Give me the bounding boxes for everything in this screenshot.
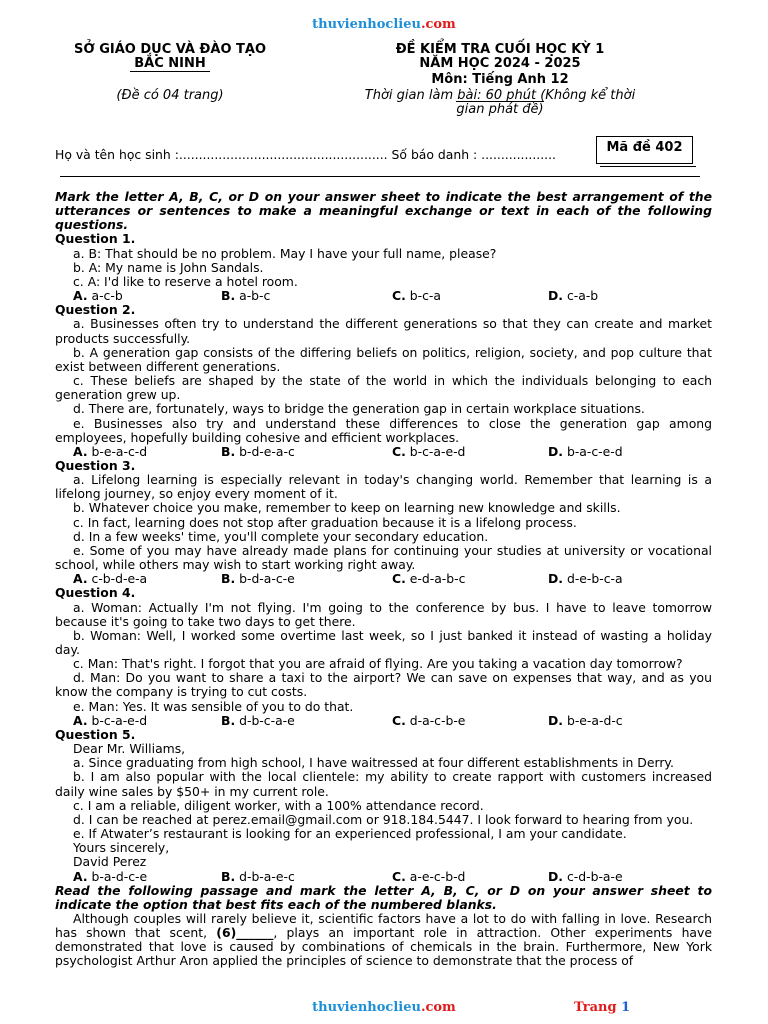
- footer-site-banner: [0, 1000, 768, 1015]
- option-c[interactable]: C. b-c-a: [392, 288, 441, 304]
- subject: Môn: Tiếng Anh 12: [431, 72, 569, 87]
- option-b[interactable]: B. d-b-a-e-c: [221, 868, 295, 884]
- question-3-title: Question 3.: [55, 457, 136, 473]
- exam-title: ĐỀ KIỂM TRA CUỐI HỌC KỲ 1: [395, 42, 605, 57]
- option-d[interactable]: D. b-a-c-e-d: [548, 443, 623, 459]
- school-year: NĂM HỌC 2024 - 2025: [419, 56, 581, 71]
- time-line1: Thời gian làm bài: 60 phút (Không kể thời: [364, 88, 636, 103]
- question-5-line: Yours sincerely,: [73, 840, 170, 856]
- section2-instruction: Read the following passage and mark the letter A, B, C, or D on your answer sheet to indicate the option that best fits each of the numbered blanks.: [55, 882, 712, 912]
- question-5-line: Dear Mr. Williams,: [73, 741, 186, 757]
- question-5-line: c. I am a reliable, diligent worker, with a 100% attendance record.: [73, 797, 484, 813]
- question-2-line: c. These beliefs are shaped by the state of the world in which the individuals belonging to each generation grew up.: [55, 373, 712, 403]
- exam-code: Mã đề 402: [606, 140, 683, 155]
- exam-code-box: [596, 136, 693, 164]
- reading-passage: Although couples will rarely believe it, scientific factors have a lot to do with falling in love. Research has shown that scent, (6)______, plays an important role in attraction. Other experiments have demonstrated that love is caused by combinations of chemicals in the brain. Furthermore, New York psychologist Arthur Aron applied the principles of science to demonstrate that the process of: [55, 910, 712, 969]
- page-number: Trang 1: [574, 1000, 631, 1015]
- question-2-line: b. A generation gap consists of the differing beliefs on politics, religion, society, and pop culture that exist between different generations.: [55, 344, 712, 374]
- question-1-line: b. A: My name is John Sandals.: [73, 259, 264, 275]
- site-banner: [0, 17, 768, 32]
- student-info-line: Họ và tên học sinh :..................................................... Số báo danh : ...................: [55, 147, 556, 162]
- question-4-line: d. Man: Do you want to share a taxi to the airport? We can save on expenses that way, and as you know the company is trying to cut costs.: [55, 670, 712, 700]
- section1-instruction: Mark the letter A, B, C, or D on your answer sheet to indicate the best arrangement of the utterances or sentences to make a meaningful exchange or text in each of the following questions.: [55, 189, 712, 233]
- pages-note: (Đề có 04 trang): [116, 88, 224, 103]
- question-1-line: a. B: That should be no problem. May I have your full name, please?: [73, 245, 497, 261]
- option-b[interactable]: B. a-b-c: [221, 288, 271, 304]
- question-2-line: a. Businesses often try to understand the different generations so that they can create and market products successfully.: [55, 316, 712, 346]
- question-1-line: c. A: I'd like to reserve a hotel room.: [73, 273, 298, 289]
- option-c[interactable]: C. e-d-a-b-c: [392, 571, 466, 587]
- question-4-line: b. Woman: Well, I worked some overtime last week, so I just banked it instead of wasting a holiday day.: [55, 627, 712, 657]
- dept-line1: SỞ GIÁO DỤC VÀ ĐÀO TẠO: [73, 42, 267, 57]
- site-name: thuvienhoclieu: [312, 17, 421, 32]
- question-5-options: [55, 870, 712, 884]
- question-4-line: c. Man: That's right. I forgot that you are afraid of flying. Are you taking a vacation day tomorrow?: [73, 656, 683, 672]
- option-c[interactable]: C. d-a-c-b-e: [392, 712, 466, 728]
- option-c[interactable]: C. a-e-c-b-d: [392, 868, 466, 884]
- question-1-options: [55, 289, 712, 303]
- question-5-line: e. If Atwater’s restaurant is looking for an experienced professional, I am your candidate.: [73, 826, 627, 842]
- question-3-line: e. Some of you may have already made plans for continuing your studies at university or vocational school, while others may wish to start working right away.: [55, 542, 712, 573]
- option-a[interactable]: A. c-b-d-e-a: [73, 571, 148, 587]
- exam-body: [55, 190, 712, 969]
- footer-site-domain: .com: [420, 1000, 456, 1015]
- question-3-line: d. In a few weeks' time, you'll complete your secondary education.: [73, 528, 489, 544]
- question-4-title: Question 4.: [55, 585, 136, 601]
- question-5-line: d. I can be reached at perez.email@gmail.com or 918.184.5447. I look forward to hearing from you.: [73, 811, 694, 827]
- blank-6: (6)______: [216, 925, 274, 941]
- question-1-title: Question 1.: [55, 231, 136, 247]
- option-a[interactable]: A. a-c-b: [73, 288, 123, 304]
- question-2-title: Question 2.: [55, 302, 136, 318]
- dept-line2: BẮC NINH: [50, 56, 290, 71]
- question-4-options: [55, 714, 712, 728]
- option-c[interactable]: C. b-c-a-e-d: [392, 443, 466, 459]
- question-2-line: d. There are, fortunately, ways to bridge the generation gap in certain workplace situations.: [73, 401, 645, 417]
- question-3-line: b. Whatever choice you make, remember to keep on learning new knowledge and skills.: [73, 500, 621, 516]
- question-4-line: a. Woman: Actually I'm not flying. I'm going to the conference by bus. I have to leave tomorrow because it's going to take two days to get there.: [55, 599, 712, 629]
- question-5-title: Question 5.: [55, 726, 136, 742]
- option-b[interactable]: B. b-d-e-a-c: [221, 443, 295, 459]
- time-line2: gian phát đề): [456, 102, 544, 117]
- question-5-line: a. Since graduating from high school, I have waitressed at four different establishments in Derry.: [73, 755, 674, 771]
- question-3-line: c. In fact, learning does not stop after graduation because it is a lifelong process.: [73, 514, 577, 530]
- question-2-line: e. Businesses also try and understand these differences to close the generation gap among employees, hopefully building cohesive and efficient workplaces.: [55, 415, 712, 445]
- option-a[interactable]: A. b-e-a-c-d: [73, 443, 148, 459]
- question-3-options: [55, 572, 712, 586]
- site-domain: .com: [420, 17, 456, 32]
- option-d[interactable]: D. c-a-b: [548, 288, 599, 304]
- option-a[interactable]: A. b-a-d-c-e: [73, 868, 148, 884]
- option-b[interactable]: B. b-d-a-c-e: [221, 571, 295, 587]
- question-5-line: David Perez: [73, 854, 147, 870]
- question-5-line: b. I am also popular with the local clientele: my ability to create rapport with customers increased daily wine sales by $50+ in my current role.: [55, 769, 712, 799]
- footer-site-name: thuvienhoclieu: [312, 1000, 421, 1015]
- question-2-options: [55, 445, 712, 459]
- option-d[interactable]: D. c-d-b-a-e: [548, 868, 623, 884]
- option-d[interactable]: D. d-e-b-c-a: [548, 571, 623, 587]
- question-4-line: e. Man: Yes. It was sensible of you to do that.: [73, 698, 354, 714]
- option-d[interactable]: D. b-e-a-d-c: [548, 712, 623, 728]
- question-3-line: a. Lifelong learning is especially relevant in today's changing world. Remember that learning is a lifelong journey, so enjoy every moment of it.: [55, 472, 712, 502]
- option-a[interactable]: A. b-c-a-e-d: [73, 712, 148, 728]
- option-b[interactable]: B. d-b-c-a-e: [221, 712, 295, 728]
- header-divider: [60, 176, 700, 177]
